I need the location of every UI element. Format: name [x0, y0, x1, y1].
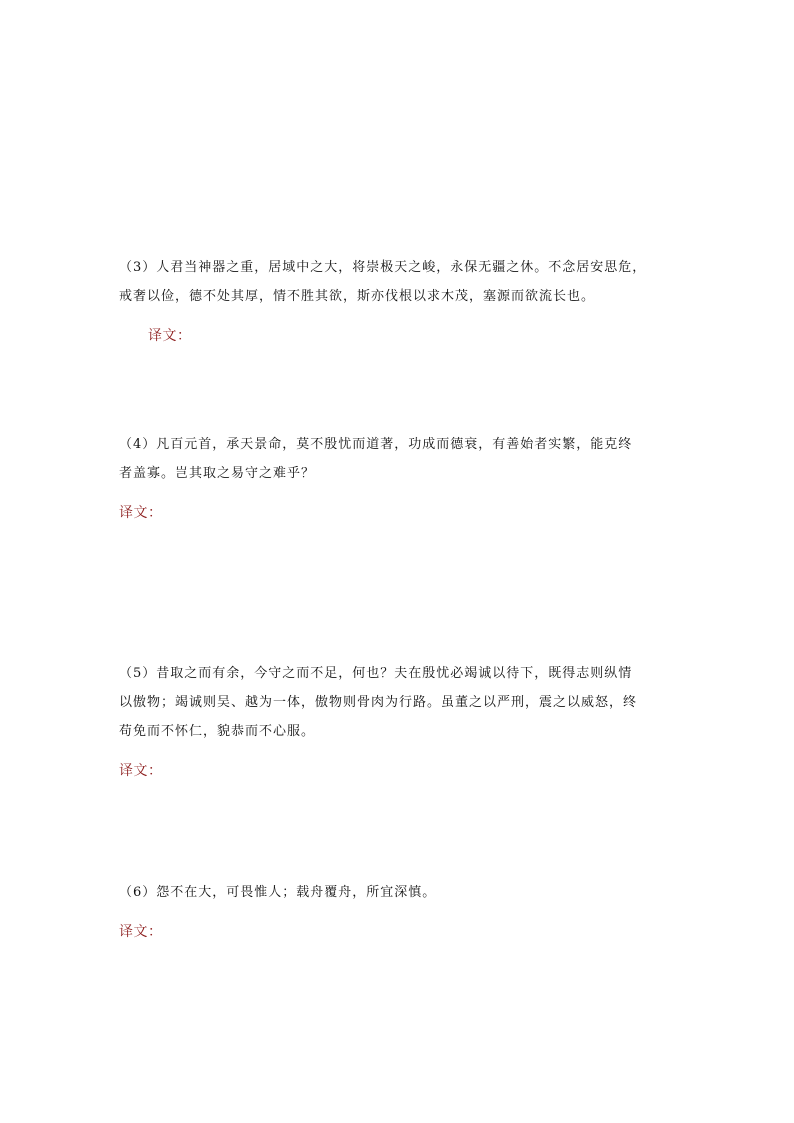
translation-label: 译文：: [119, 505, 163, 521]
translation-label: 译文：: [119, 924, 163, 940]
passage-4: [119, 430, 679, 488]
translation-label: 译文：: [148, 328, 192, 344]
passage-line: （3）人君当神器之重，居域中之大，将崇极天之峻，永保无疆之休。不念居安思危，: [119, 260, 647, 275]
passage-line: （5）昔取之而有余，今守之而不足，何也？夫在殷忧必竭诚以待下，既得志则纵情: [119, 666, 633, 681]
passage-line: （6）怨不在大，可畏惟人；载舟覆舟，所宜深慎。: [119, 885, 437, 900]
passage-line: 戒奢以俭，德不处其厚，情不胜其欲，斯亦伐根以求木茂，塞源而欲流长也。: [119, 289, 596, 304]
passage-line: 者盖寡。岂其取之易守之难乎？: [119, 466, 316, 481]
passage-3: [119, 253, 679, 311]
passage-5: [119, 659, 679, 746]
translation-label: 译文：: [119, 763, 163, 779]
passage-6: [119, 878, 679, 907]
passage-line: 以傲物；竭诚则吴、越为一体，傲物则骨肉为行路。虽董之以严刑，震之以威怒，终: [119, 695, 638, 710]
passage-line: 苟免而不怀仁，貌恭而不心服。: [119, 724, 316, 739]
passage-line: （4）凡百元首，承天景命，莫不殷忧而道著，功成而德衰，有善始者实繁，能克终: [119, 437, 633, 452]
